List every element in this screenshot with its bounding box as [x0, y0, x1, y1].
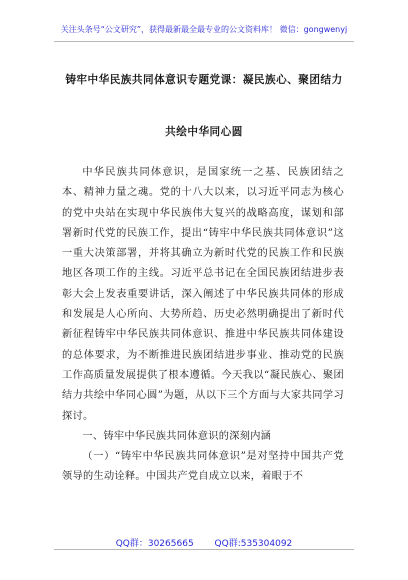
footer-divider [54, 549, 354, 550]
footer-qq-group-1: QQ群：30265665 [115, 539, 194, 549]
header-note: 关注头条号“公文研究”，获得最新最全最专业的公文资料库！ 微信：gongwenyj [60, 25, 348, 34]
footer-contacts [0, 536, 408, 549]
section-heading: 一、铸牢中华民族共同体意识的深刻内涵 [82, 430, 272, 442]
body-paragraph: （一）“铸牢中华民族共同体意识”是对坚持中国共产党领导的生动诠释。中国共产党自成立以来，着眼于不 [62, 451, 344, 483]
document-body [62, 163, 344, 488]
document-title: 铸牢中华民族共同体意识专题党课：凝民族心、聚团结力 [65, 74, 343, 86]
document-subtitle: 共绘中华同心圆 [165, 126, 243, 138]
body-paragraph: 中华民族共同体意识，是国家统一之基、民族团结之本、精神力量之魂。党的十八大以来，以习近平同志为核心的党中央站在实现中华民族伟大复兴的战略高度，谋划和部署新时代党的民族工作，提出“铸牢中华民族共同体意识”这一重大决策部署，并将其确立为新时代党的民族工作和民族地区各项工作的主线。习近平总书记在全国民族团结进步表彰大会上发表重要讲话，深入阐述了中华民族共同体的形成和发展是人心所向、大势所趋、历史必然明确提出了新时代新征程铸牢中华民族共同体意识、推进中华民族共同体建设的总体要求，为不断推进民族团结进步事业、推动党的民族工作高质量发展提供了根本遵循。今天我以“凝民族心、聚团结力共绘中华同心圆”为题，从以下三个方面与大家共同学习探讨。 [62, 167, 344, 422]
footer-qq-group-2: QQ群:535304092 [214, 539, 293, 549]
header-divider [54, 41, 354, 42]
